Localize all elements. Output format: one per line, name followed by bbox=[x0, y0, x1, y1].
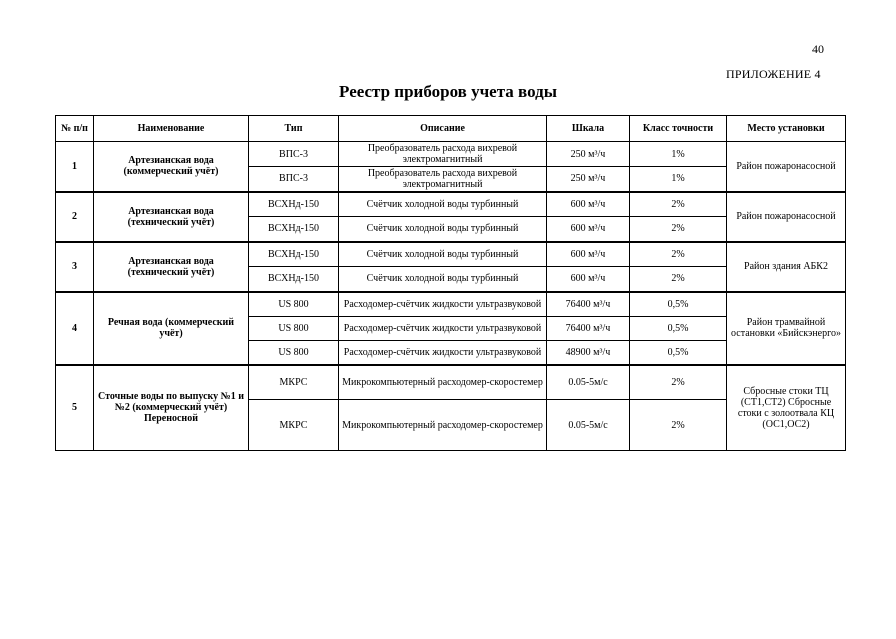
meter-type: ВСХНд-150 bbox=[249, 192, 339, 217]
meter-accuracy: 2% bbox=[630, 267, 727, 292]
page-number: 40 bbox=[812, 42, 824, 56]
install-location: Район пожаронасосной bbox=[727, 192, 846, 242]
meter-scale: 250 м³/ч bbox=[547, 142, 630, 167]
table-row bbox=[56, 292, 846, 317]
meter-type: ВСХНд-150 bbox=[249, 242, 339, 267]
row-number: 3 bbox=[56, 242, 94, 292]
meter-type: ВПС-3 bbox=[249, 167, 339, 192]
table-header-row bbox=[56, 116, 846, 142]
row-number: 5 bbox=[56, 365, 94, 451]
table-row bbox=[56, 192, 846, 217]
meter-name: Речная вода (коммерческий учёт) bbox=[94, 292, 249, 365]
header-location: Место установки bbox=[727, 116, 846, 142]
page-title: Реестр приборов учета воды bbox=[339, 82, 557, 101]
header-type: Тип bbox=[249, 116, 339, 142]
meter-description: Счётчик холодной воды турбинный bbox=[339, 217, 547, 242]
meter-accuracy: 0,5% bbox=[630, 292, 727, 317]
meter-accuracy: 2% bbox=[630, 365, 727, 400]
install-location: Сбросные стоки ТЦ (СТ1,СТ2) Сбросные стоки с золоотвала КЦ (ОС1,ОС2) bbox=[727, 365, 846, 451]
header-description: Описание bbox=[339, 116, 547, 142]
header-num: № п/п bbox=[56, 116, 94, 142]
meter-type: US 800 bbox=[249, 292, 339, 317]
meter-name: Артезианская вода (технический учёт) bbox=[94, 192, 249, 242]
meter-description: Расходомер-счётчик жидкости ультразвуковой bbox=[339, 341, 547, 365]
meter-scale: 600 м³/ч bbox=[547, 242, 630, 267]
row-number: 2 bbox=[56, 192, 94, 242]
meter-scale: 250 м³/ч bbox=[547, 167, 630, 192]
meter-scale: 600 м³/ч bbox=[547, 267, 630, 292]
meter-scale: 48900 м³/ч bbox=[547, 341, 630, 365]
meter-description: Счётчик холодной воды турбинный bbox=[339, 192, 547, 217]
meter-description: Расходомер-счётчик жидкости ультразвуковой bbox=[339, 317, 547, 341]
header-scale: Шкала bbox=[547, 116, 630, 142]
meter-description: Счётчик холодной воды турбинный bbox=[339, 267, 547, 292]
meter-description: Преобразователь расхода вихревой электромагнитный bbox=[339, 142, 547, 167]
meter-accuracy: 1% bbox=[630, 142, 727, 167]
meter-description: Микрокомпьютерный расходомер-скоростемер bbox=[339, 400, 547, 451]
meter-description: Микрокомпьютерный расходомер-скоростемер bbox=[339, 365, 547, 400]
table-body bbox=[56, 142, 846, 451]
meter-accuracy: 2% bbox=[630, 192, 727, 217]
meter-description: Счётчик холодной воды турбинный bbox=[339, 242, 547, 267]
meter-name: Сточные воды по выпуску №1 и №2 (коммерческий учёт) Переносной bbox=[94, 365, 249, 451]
meter-type: ВПС-3 bbox=[249, 142, 339, 167]
water-meter-registry-table bbox=[55, 115, 846, 451]
table-row bbox=[56, 142, 846, 167]
meter-accuracy: 2% bbox=[630, 242, 727, 267]
meter-name: Артезианская вода (технический учёт) bbox=[94, 242, 249, 292]
meter-scale: 0.05-5м/с bbox=[547, 365, 630, 400]
meter-accuracy: 2% bbox=[630, 400, 727, 451]
meter-type: МКРС bbox=[249, 365, 339, 400]
row-number: 4 bbox=[56, 292, 94, 365]
header-accuracy: Класс точности bbox=[630, 116, 727, 142]
meter-accuracy: 0,5% bbox=[630, 341, 727, 365]
meter-accuracy: 0,5% bbox=[630, 317, 727, 341]
meter-scale: 600 м³/ч bbox=[547, 217, 630, 242]
table-row bbox=[56, 242, 846, 267]
meter-type: МКРС bbox=[249, 400, 339, 451]
install-location: Район пожаронасосной bbox=[727, 142, 846, 192]
meter-name: Артезианская вода (коммерческий учёт) bbox=[94, 142, 249, 192]
meter-accuracy: 1% bbox=[630, 167, 727, 192]
meter-type: ВСХНд-150 bbox=[249, 217, 339, 242]
meter-scale: 76400 м³/ч bbox=[547, 292, 630, 317]
meter-scale: 0.05-5м/с bbox=[547, 400, 630, 451]
meter-scale: 76400 м³/ч bbox=[547, 317, 630, 341]
meter-description: Расходомер-счётчик жидкости ультразвуковой bbox=[339, 292, 547, 317]
install-location: Район трамвайной остановки «Бийскэнерго» bbox=[727, 292, 846, 365]
meter-accuracy: 2% bbox=[630, 217, 727, 242]
table-row bbox=[56, 365, 846, 400]
meter-type: US 800 bbox=[249, 317, 339, 341]
meter-type: US 800 bbox=[249, 341, 339, 365]
row-number: 1 bbox=[56, 142, 94, 192]
appendix-label: ПРИЛОЖЕНИЕ 4 bbox=[726, 67, 821, 81]
install-location: Район здания АБК2 bbox=[727, 242, 846, 292]
meter-type: ВСХНд-150 bbox=[249, 267, 339, 292]
meter-scale: 600 м³/ч bbox=[547, 192, 630, 217]
meter-description: Преобразователь расхода вихревой электромагнитный bbox=[339, 167, 547, 192]
header-name: Наименование bbox=[94, 116, 249, 142]
